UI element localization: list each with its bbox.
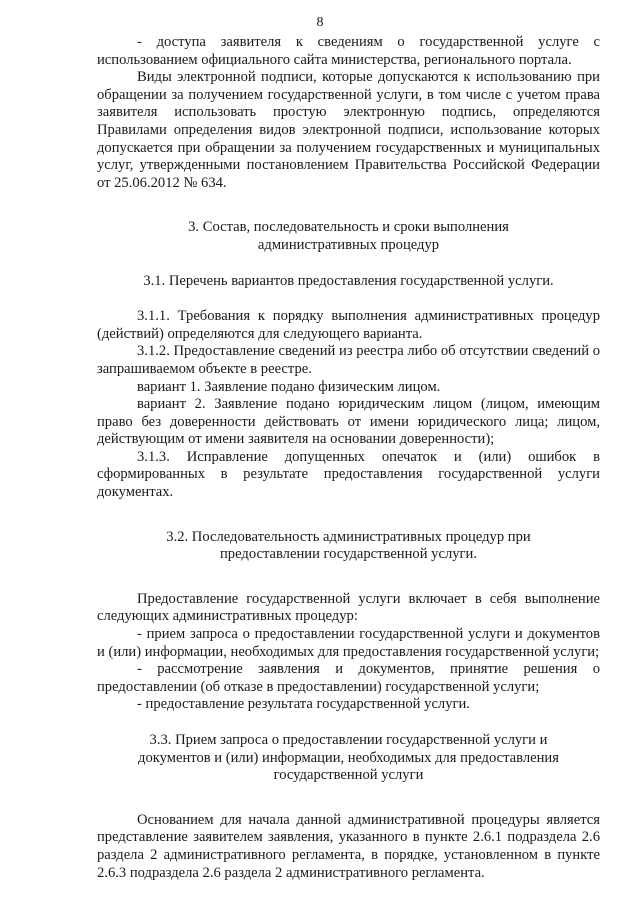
paragraph-3-1-2: 3.1.2. Предоставление сведений из реестра либо об отсутствии сведений о запрашиваемом объекте в реестре. (97, 343, 600, 377)
spacer (97, 714, 600, 732)
section-3-2-intro: Предоставление государственной услуги включает в себя выполнение следующих административных процедур: (97, 590, 600, 625)
variant-2: вариант 2. Заявление подано юридическим лицом (лицом, имеющим право без доверенности действовать от имени юридического лица; лицом, действующим от имени заявителя на основании доверенности); (97, 396, 600, 448)
section-3-title-line2: административных процедур (257, 236, 440, 253)
spacer (97, 255, 600, 273)
procedure-item-3: - предоставление результата государственной услуги. (137, 696, 470, 713)
section-3-title (97, 219, 600, 254)
section-3-3-title (97, 732, 600, 785)
section-3-3-title-line1: 3.3. Прием запроса о предоставлении государственной услуги и (149, 732, 548, 748)
section-3-3-title-line2: документов и (или) информации, необходимых для предоставления (138, 749, 559, 766)
spacer (97, 785, 600, 812)
procedure-item-1: - прием запроса о предоставлении государственной услуги и документов и (или) информации, необходимых для предоставления государственной услуги; (97, 626, 600, 660)
spacer (97, 564, 600, 591)
variant-1: вариант 1. Заявление подано физическим лицом. (137, 378, 441, 395)
section-3-3-paragraph: Основанием для начала данной административной процедуры является представление заявителем заявления, указанного в пункте 2.6.1 подраздела 2.6 раздела 2 административного регламента, в порядке, установленном в пункте 2.6.3 подраздела 2.6 раздела 2 административного регламента. (97, 811, 600, 881)
section-3-title-line1: 3. Состав, последовательность и сроки выполнения (188, 219, 509, 236)
procedure-item-2: - рассмотрение заявления и документов, принятие решения о предоставлении (об отказе в предоставлении) государственной услуги; (97, 661, 600, 695)
section-3-2-title (97, 529, 600, 564)
paragraph-3-1-3: 3.1.3. Исправление допущенных опечаток и (или) ошибок в сформированных в результате предоставления государственной услуги документах. (97, 448, 600, 501)
access-item: - доступа заявителя к сведениям о государственной услуге с использованием официального сайта министерства, регионального портала. (97, 34, 600, 68)
section-3-2-title-line1: 3.2. Последовательность административных процедур при (166, 528, 531, 545)
document-body (97, 34, 600, 882)
section-3-2-title-line2: предоставлении государственной услуги. (220, 546, 477, 563)
signature-paragraph: Виды электронной подписи, которые допускаются к использованию при обращении за получением государственной услуги, в том числе с учетом права заявителя использовать простую электронную подпись, определяются Правилами определения видов электронной подписи, использование которых допускается при обращении за получением государственных и муниципальных услуг, утвержденными постановлением Правительства Российской Федерации от 25.06.2012 № 634. (97, 69, 600, 191)
spacer (97, 502, 600, 529)
spacer (97, 290, 600, 308)
section-3-3-title-line3: государственной услуги (273, 767, 424, 784)
section-3-1-title: 3.1. Перечень вариантов предоставления государственной услуги. (143, 272, 554, 289)
page-number: 8 (316, 15, 324, 30)
spacer (97, 192, 600, 219)
paragraph-3-1-1: 3.1.1. Требования к порядку выполнения административных процедур (действий) определяются для следующего варианта. (97, 308, 600, 342)
